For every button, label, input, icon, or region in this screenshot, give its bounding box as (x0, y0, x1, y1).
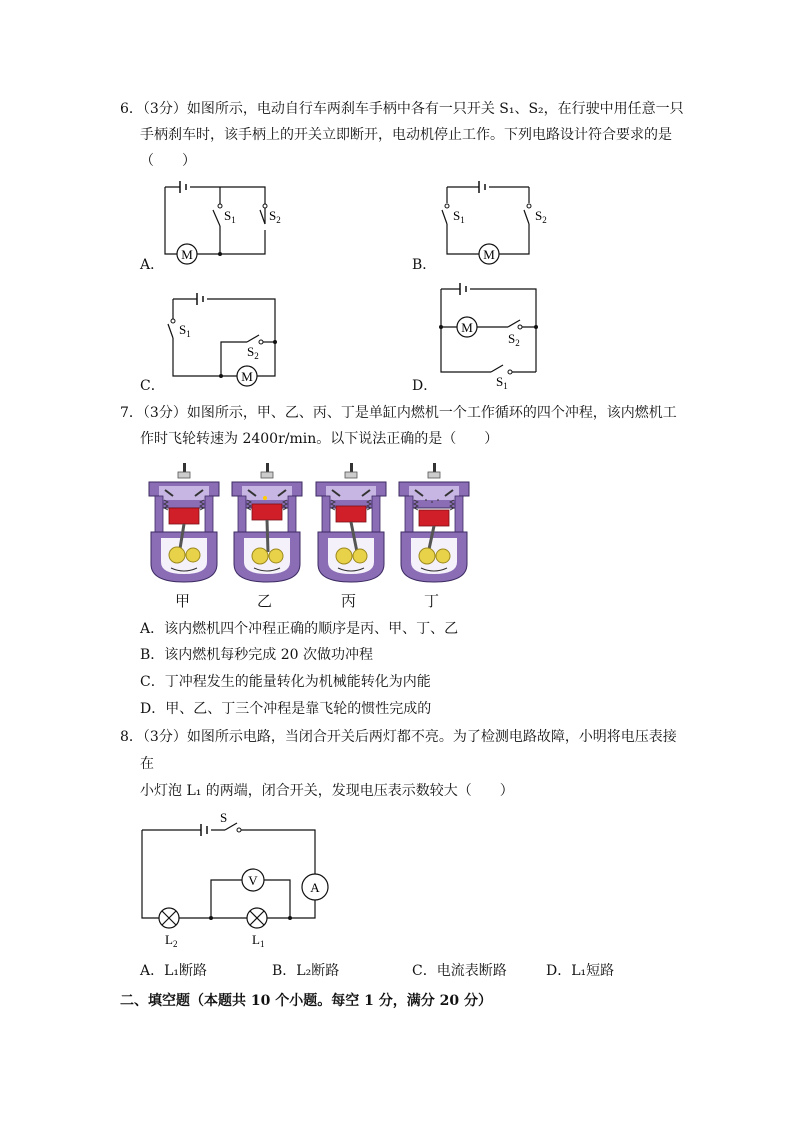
engine-label-yi: 乙 (257, 592, 273, 610)
motor-label: M (461, 320, 473, 335)
q8-circuit (135, 808, 335, 953)
s1-label: $S_1$ (496, 374, 508, 391)
q8-option-d[interactable]: D．L₁短路 (546, 963, 615, 979)
ammeter-label: A (310, 880, 320, 895)
q8-option-a[interactable]: A．L₁断路 (140, 963, 208, 979)
section-heading: 二、填空题（本题共 10 个小题。每空 1 分，满分 20 分） (120, 993, 492, 1009)
q7-option-d[interactable]: D．甲、乙、丁三个冲程是靠飞轮的惯性完成的 (140, 701, 432, 717)
q7-option-c[interactable]: C．丁冲程发生的能量转化为机械能转化为内能 (140, 674, 431, 690)
q8-option-c[interactable]: C．电流表断路 (412, 963, 507, 979)
q7-stem-line1: 7．（3分）如图所示，甲、乙、丙、丁是单缸内燃机一个工作循环的四个冲程，该内燃机工 (120, 405, 677, 421)
motor-label: M (241, 369, 253, 384)
motor-label: M (483, 247, 495, 262)
s1-label: $S_1$ (453, 208, 465, 225)
engine-label-jia: 甲 (175, 592, 191, 610)
q6-circuit-b (442, 178, 562, 268)
q6-stem-line3: （ ） (140, 153, 196, 169)
q7-engine-diagrams (140, 460, 480, 585)
motor-label: M (181, 247, 193, 262)
q6-option-c[interactable]: C． (140, 378, 165, 394)
s1-label: $S_1$ (179, 322, 191, 339)
s2-label: $S_2$ (247, 344, 259, 361)
s2-label: $S_2$ (508, 331, 520, 348)
engine-label-bing: 丙 (341, 592, 357, 610)
q6-option-b[interactable]: B． (412, 257, 437, 273)
s2-label: $S_2$ (535, 208, 547, 225)
l1-label: $L_1$ (252, 932, 265, 949)
engine-label-ding: 丁 (424, 592, 440, 610)
l2-label: $L_2$ (165, 932, 178, 949)
q7-option-a[interactable]: A．该内燃机四个冲程正确的顺序是丙、甲、丁、乙 (140, 621, 459, 637)
s1-label: $S_1$ (224, 208, 236, 225)
q8-stem-line3: 小灯泡 L₁ 的两端，闭合开关，发现电压表示数较大（ ） (140, 783, 514, 799)
s2-label: $S_2$ (269, 208, 281, 225)
voltmeter-label: V (248, 873, 258, 888)
q6-option-d[interactable]: D． (412, 378, 438, 394)
q6-circuit-a (160, 178, 280, 268)
q6-circuit-d (436, 280, 546, 391)
q7-stem-line2: 作时飞轮转速为 2400r/min。以下说法正确的是（ ） (140, 431, 499, 447)
q6-stem-line1: 6．（3分）如图所示，电动自行车两刹车手柄中各有一只开关 S₁、S₂，在行驶中用任意一只 (120, 101, 684, 117)
q8-stem-line1: 8．（3分）如图所示电路，当闭合开关后两灯都不亮。为了检测电路故障，小明将电压表接 (120, 729, 677, 745)
q6-circuit-c (165, 290, 290, 390)
switch-label: S (220, 810, 228, 825)
q8-stem-line2: 在 (140, 756, 154, 772)
q8-option-b[interactable]: B．L₂断路 (272, 963, 340, 979)
q6-option-a[interactable]: A． (140, 257, 165, 273)
q6-stem-line2: 手柄刹车时，该手柄上的开关立即断开，电动机停止工作。下列电路设计符合要求的是 (140, 127, 672, 143)
q7-option-b[interactable]: B．该内燃机每秒完成 20 次做功冲程 (140, 647, 374, 663)
